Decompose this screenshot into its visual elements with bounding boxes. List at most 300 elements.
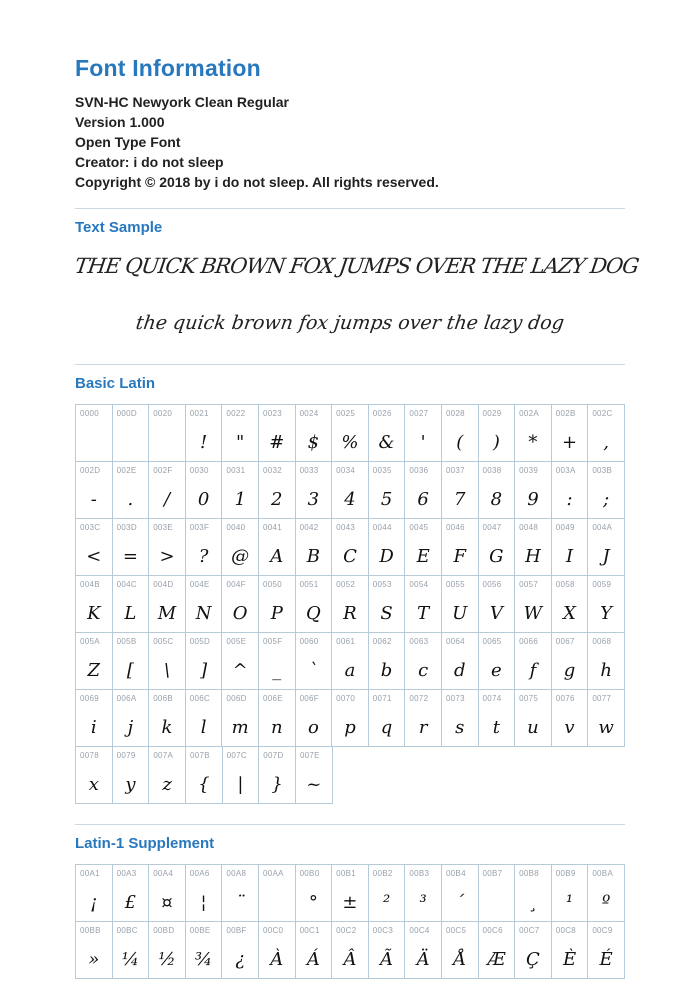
glyph-char: ¤	[161, 891, 173, 913]
glyph-code-label: 004D	[153, 580, 174, 589]
glyph-char: Q	[305, 602, 321, 624]
glyph-cell	[551, 921, 589, 979]
glyph-cell	[404, 921, 442, 979]
glyph-row	[75, 864, 625, 922]
latin1-supplement-heading: Latin-1 Supplement	[75, 835, 215, 852]
glyph-char: C	[343, 545, 357, 567]
glyph-code-label: 0078	[80, 751, 99, 760]
glyph-cell	[478, 404, 516, 462]
glyph-code-label: 0024	[299, 409, 319, 418]
glyph-cell	[441, 461, 479, 519]
glyph-char: >	[159, 545, 175, 567]
glyph-char: U	[452, 602, 468, 624]
glyph-code-label: 006B	[153, 694, 174, 703]
glyph-char: A	[270, 545, 284, 567]
glyph-char: ´	[455, 891, 465, 913]
glyph-cell	[258, 461, 296, 519]
glyph-code-label: 0062	[372, 637, 392, 646]
glyph-cell	[404, 689, 442, 747]
glyph-row	[75, 404, 625, 462]
glyph-char: )	[492, 431, 500, 453]
glyph-code-label: 00C4	[409, 926, 430, 935]
glyph-code-label: 0000	[80, 409, 99, 418]
glyph-cell	[514, 518, 552, 576]
glyph-cell	[75, 575, 113, 633]
glyph-char: d	[453, 659, 466, 681]
glyph-char: Â	[343, 948, 357, 970]
glyph-cell	[368, 864, 406, 922]
glyph-char: b	[380, 659, 393, 681]
glyph-code-label: 00B0	[299, 869, 320, 878]
glyph-cell	[331, 575, 369, 633]
glyph-code-label: 0029	[482, 409, 502, 418]
glyph-char: n	[270, 716, 283, 738]
glyph-row	[75, 690, 625, 747]
glyph-code-label: 0044	[372, 523, 392, 532]
font-type: Open Type Font	[75, 134, 181, 150]
glyph-char: {	[198, 773, 210, 795]
glyph-cell	[514, 632, 552, 690]
glyph-code-label: 007C	[226, 751, 247, 760]
glyph-code-label: 0058	[555, 580, 575, 589]
glyph-code-label: 0068	[592, 637, 612, 646]
glyph-char: P	[270, 602, 283, 624]
glyph-cell	[514, 921, 552, 979]
glyph-code-label: 0041	[262, 523, 282, 532]
glyph-char: h	[600, 659, 612, 681]
glyph-cell	[185, 461, 223, 519]
font-name: SVN-HC Newyork Clean Regular	[75, 94, 289, 110]
glyph-code-label: 0053	[372, 580, 392, 589]
glyph-code-label: 007B	[189, 751, 210, 760]
glyph-code-label: 0022	[226, 409, 246, 418]
glyph-cell	[368, 404, 406, 462]
glyph-char: p	[344, 716, 356, 738]
glyph-code-label: 002A	[519, 409, 540, 418]
glyph-char: D	[379, 545, 394, 567]
glyph-char: ^	[232, 659, 248, 681]
glyph-cell	[112, 864, 150, 922]
glyph-char: H	[525, 545, 541, 567]
basic-latin-grid	[75, 404, 625, 804]
glyph-char: -	[90, 488, 97, 510]
glyph-char: !	[199, 431, 208, 453]
glyph-char: ]	[200, 659, 208, 681]
glyph-char: I	[565, 545, 574, 567]
glyph-code-label: 0070	[336, 694, 356, 703]
glyph-cell	[587, 518, 625, 576]
glyph-cell	[331, 632, 369, 690]
glyph-char: ,	[603, 431, 609, 453]
glyph-cell	[185, 575, 223, 633]
glyph-char: 2	[271, 488, 283, 510]
glyph-code-label: 0061	[336, 637, 356, 646]
text-sample-section	[73, 219, 640, 334]
glyph-code-label: 0034	[336, 466, 356, 475]
glyph-cell	[587, 689, 625, 747]
glyph-code-label: 0064	[445, 637, 465, 646]
glyph-cell	[112, 461, 150, 519]
font-creator: Creator: i do not sleep	[75, 154, 224, 170]
glyph-char: Ã	[380, 948, 394, 970]
glyph-code-label: 000D	[116, 409, 137, 418]
glyph-cell	[112, 632, 150, 690]
glyph-char: v	[564, 716, 575, 738]
glyph-cell	[331, 689, 369, 747]
glyph-char: J	[602, 545, 610, 567]
glyph-cell	[75, 746, 113, 804]
glyph-cell	[587, 632, 625, 690]
glyph-char: M	[157, 602, 177, 624]
glyph-cell	[148, 461, 186, 519]
glyph-code-label: 0043	[336, 523, 356, 532]
glyph-code-label: 0039	[519, 466, 539, 475]
glyph-char: z	[162, 773, 172, 795]
glyph-code-label: 00B9	[555, 869, 576, 878]
glyph-code-label: 004F	[226, 580, 246, 589]
glyph-code-label: 0027	[409, 409, 429, 418]
sample-text-lowercase: the quick brown fox jumps over the lazy dog	[134, 312, 566, 334]
glyph-char: ¿	[235, 948, 245, 970]
glyph-cell	[331, 921, 369, 979]
glyph-code-label: 0073	[445, 694, 465, 703]
glyph-cell	[478, 689, 516, 747]
glyph-cell	[587, 461, 625, 519]
glyph-code-label: 006E	[262, 694, 283, 703]
glyph-char: `	[308, 659, 318, 681]
glyph-cell	[148, 921, 186, 979]
glyph-char: a	[344, 659, 356, 681]
glyph-cell	[295, 518, 333, 576]
glyph-char: k	[161, 716, 173, 738]
glyph-cell	[441, 864, 479, 922]
glyph-char: +	[561, 431, 578, 453]
page-title: Font Information	[75, 55, 261, 81]
glyph-code-label: 00BD	[153, 926, 175, 935]
glyph-code-label: 0077	[592, 694, 612, 703]
glyph-code-label: 002F	[153, 466, 173, 475]
glyph-row	[75, 922, 625, 979]
glyph-cell	[368, 575, 406, 633]
glyph-cell	[368, 689, 406, 747]
glyph-char: Ä	[416, 948, 430, 970]
basic-latin-section	[75, 375, 625, 804]
glyph-char: #	[269, 431, 285, 453]
glyph-char: É	[599, 948, 613, 970]
glyph-char	[479, 883, 515, 921]
glyph-code-label: 002E	[116, 466, 137, 475]
glyph-code-label: 003E	[153, 523, 174, 532]
glyph-char: q	[380, 716, 393, 738]
glyph-row	[75, 633, 625, 690]
glyph-cell	[478, 518, 516, 576]
glyph-cell	[441, 404, 479, 462]
glyph-code-label: 00AA	[262, 869, 284, 878]
glyph-code-label: 006F	[299, 694, 319, 703]
glyph-char: [	[126, 659, 134, 681]
glyph-char: e	[491, 659, 502, 681]
glyph-char: 4	[344, 488, 356, 510]
glyph-cell	[478, 864, 516, 922]
glyph-char: y	[125, 773, 136, 795]
glyph-char: L	[124, 602, 137, 624]
glyph-cell	[185, 632, 223, 690]
glyph-code-label: 0031	[226, 466, 246, 475]
glyph-char: :	[566, 488, 573, 510]
glyph-code-label: 00B7	[482, 869, 503, 878]
glyph-cell	[221, 632, 259, 690]
glyph-char: ¹	[565, 891, 574, 913]
glyph-cell	[551, 632, 589, 690]
glyph-cell	[404, 575, 442, 633]
glyph-code-label: 007D	[263, 751, 284, 760]
glyph-cell	[112, 575, 150, 633]
glyph-cell	[441, 575, 479, 633]
glyph-char: £	[124, 891, 137, 913]
glyph-cell	[221, 575, 259, 633]
glyph-cell	[221, 864, 259, 922]
glyph-cell	[185, 864, 223, 922]
glyph-char: w	[598, 716, 614, 738]
glyph-code-label: 00BE	[189, 926, 211, 935]
glyph-char: %	[341, 431, 359, 453]
glyph-code-label: 0023	[262, 409, 282, 418]
glyph-char: G	[489, 545, 504, 567]
glyph-char: t	[492, 716, 500, 738]
glyph-code-label: 005D	[189, 637, 211, 646]
glyph-char: V	[489, 602, 503, 624]
glyph-char: Y	[600, 602, 613, 624]
glyph-code-label: 00A4	[153, 869, 174, 878]
glyph-char: 6	[417, 488, 429, 510]
glyph-cell	[587, 404, 625, 462]
glyph-cell	[75, 632, 113, 690]
glyph-code-label: 00B3	[409, 869, 430, 878]
glyph-cell	[75, 461, 113, 519]
glyph-char: r	[418, 716, 428, 738]
glyph-cell	[148, 689, 186, 747]
glyph-cell	[258, 575, 296, 633]
glyph-char	[76, 423, 112, 461]
glyph-code-label: 0051	[299, 580, 319, 589]
glyph-code-label: 0075	[519, 694, 539, 703]
glyph-char: W	[523, 602, 543, 624]
glyph-cell	[514, 404, 552, 462]
glyph-cell	[258, 518, 296, 576]
glyph-char: ±	[342, 891, 358, 913]
glyph-char: $	[307, 431, 320, 453]
glyph-code-label: 003C	[80, 523, 101, 532]
basic-latin-heading: Basic Latin	[75, 375, 156, 392]
glyph-cell	[148, 518, 186, 576]
glyph-code-label: 00C3	[372, 926, 394, 935]
section-divider	[75, 208, 625, 209]
latin1-supplement-grid	[75, 864, 625, 979]
glyph-code-label: 003F	[189, 523, 210, 532]
glyph-char: l	[200, 716, 207, 738]
section-divider	[75, 364, 625, 365]
glyph-code-label: 005E	[226, 637, 247, 646]
glyph-code-label: 00A1	[80, 869, 100, 878]
glyph-cell	[185, 404, 223, 462]
glyph-char: |	[237, 773, 244, 795]
glyph-code-label: 007A	[153, 751, 174, 760]
glyph-char: È	[562, 948, 577, 970]
glyph-code-label: 004B	[80, 580, 100, 589]
glyph-char: K	[87, 602, 101, 624]
glyph-char: Z	[87, 659, 101, 681]
glyph-code-label: 00B2	[372, 869, 393, 878]
glyph-char: ¡	[90, 891, 98, 913]
glyph-code-label: 00A6	[189, 869, 210, 878]
glyph-char: E	[416, 545, 430, 567]
glyph-char: 1	[234, 488, 246, 510]
glyph-cell	[148, 575, 186, 633]
sample-text-uppercase: THE QUICK BROWN FOX JUMPS OVER THE LAZY DOG	[73, 254, 640, 278]
glyph-cell	[75, 518, 113, 576]
glyph-code-label: 002C	[592, 409, 613, 418]
glyph-code-label: 003D	[116, 523, 137, 532]
glyph-char: N	[195, 602, 212, 624]
glyph-code-label: 0047	[482, 523, 502, 532]
glyph-cell	[551, 518, 589, 576]
glyph-cell	[295, 575, 333, 633]
glyph-code-label: 0026	[372, 409, 392, 418]
glyph-cell	[368, 921, 406, 979]
glyph-cell	[148, 632, 186, 690]
glyph-code-label: 0032	[262, 466, 282, 475]
glyph-char: °	[308, 891, 318, 913]
glyph-char: m	[231, 716, 249, 738]
glyph-code-label: 0030	[189, 466, 209, 475]
glyph-char	[149, 423, 185, 461]
glyph-cell	[75, 921, 113, 979]
glyph-char: À	[270, 948, 284, 970]
glyph-char: Æ	[487, 948, 506, 970]
glyph-char: \	[163, 659, 171, 681]
glyph-code-label: 0036	[409, 466, 429, 475]
glyph-code-label: 00C5	[445, 926, 467, 935]
glyph-cell	[551, 404, 589, 462]
glyph-code-label: 0028	[445, 409, 465, 418]
glyph-cell	[514, 575, 552, 633]
glyph-cell	[148, 746, 186, 804]
glyph-code-label: 004E	[189, 580, 210, 589]
glyph-cell	[441, 921, 479, 979]
glyph-cell	[514, 864, 552, 922]
glyph-cell	[112, 404, 150, 462]
glyph-char: ?	[198, 545, 209, 567]
glyph-cell	[478, 461, 516, 519]
glyph-row	[75, 747, 625, 804]
glyph-code-label: 00BA	[592, 869, 614, 878]
glyph-code-label: 0050	[262, 580, 282, 589]
glyph-code-label: 00B1	[336, 869, 357, 878]
glyph-code-label: 0021	[189, 409, 209, 418]
glyph-char: ¸	[528, 891, 538, 913]
glyph-cell	[221, 404, 259, 462]
glyph-cell	[295, 746, 333, 804]
glyph-cell	[112, 689, 150, 747]
glyph-code-label: 0066	[519, 637, 539, 646]
glyph-cell	[258, 921, 296, 979]
glyph-cell	[185, 921, 223, 979]
glyph-char: ³	[419, 891, 427, 913]
glyph-code-label: 0063	[409, 637, 429, 646]
glyph-code-label: 0060	[299, 637, 319, 646]
glyph-cell	[368, 632, 406, 690]
glyph-code-label: 0020	[153, 409, 173, 418]
glyph-cell	[185, 746, 223, 804]
glyph-cell	[221, 461, 259, 519]
glyph-cell	[258, 746, 296, 804]
glyph-code-label: 00B8	[519, 869, 540, 878]
glyph-cell	[587, 575, 625, 633]
glyph-char: _	[272, 659, 282, 681]
glyph-cell	[441, 689, 479, 747]
glyph-code-label: 0049	[555, 523, 575, 532]
glyph-code-label: 006A	[116, 694, 137, 703]
glyph-cell	[404, 404, 442, 462]
glyph-char: /	[163, 488, 171, 510]
glyph-cell	[551, 689, 589, 747]
glyph-cell	[514, 461, 552, 519]
glyph-cell	[404, 864, 442, 922]
glyph-char: 0	[197, 488, 210, 510]
glyph-code-label: 0056	[482, 580, 502, 589]
glyph-char: .	[127, 488, 134, 510]
glyph-cell	[331, 461, 369, 519]
glyph-code-label: 0045	[409, 523, 429, 532]
glyph-code-label: 0042	[299, 523, 319, 532]
glyph-char: s	[455, 716, 465, 738]
glyph-code-label: 0025	[336, 409, 356, 418]
glyph-cell	[295, 632, 333, 690]
glyph-char	[113, 423, 149, 461]
section-divider	[75, 824, 625, 825]
glyph-code-label: 00C0	[262, 926, 284, 935]
glyph-row	[75, 576, 625, 633]
glyph-char: f	[529, 659, 537, 681]
glyph-char: ½	[158, 948, 176, 970]
glyph-char: B	[306, 545, 320, 567]
glyph-char: @	[231, 545, 250, 567]
glyph-char: ²	[382, 891, 391, 913]
glyph-code-label: 006D	[226, 694, 247, 703]
glyph-char: j	[127, 716, 134, 738]
glyph-char: F	[453, 545, 466, 567]
glyph-char: 3	[307, 488, 320, 510]
glyph-cell	[295, 689, 333, 747]
glyph-char: ¼	[121, 948, 140, 970]
glyph-char: x	[88, 773, 99, 795]
glyph-cell	[441, 518, 479, 576]
glyph-code-label: 00BC	[116, 926, 138, 935]
glyph-char: R	[343, 602, 357, 624]
glyph-code-label: 00C8	[555, 926, 577, 935]
glyph-char: 7	[454, 488, 466, 510]
glyph-code-label: 0054	[409, 580, 429, 589]
glyph-code-label: 0079	[116, 751, 136, 760]
glyph-code-label: 0069	[80, 694, 99, 703]
glyph-code-label: 0055	[445, 580, 465, 589]
glyph-code-label: 0040	[226, 523, 246, 532]
glyph-code-label: 00C6	[482, 926, 503, 935]
glyph-code-label: 00BB	[80, 926, 101, 935]
glyph-cell	[258, 632, 296, 690]
glyph-char: ;	[603, 488, 610, 510]
glyph-cell	[478, 632, 516, 690]
